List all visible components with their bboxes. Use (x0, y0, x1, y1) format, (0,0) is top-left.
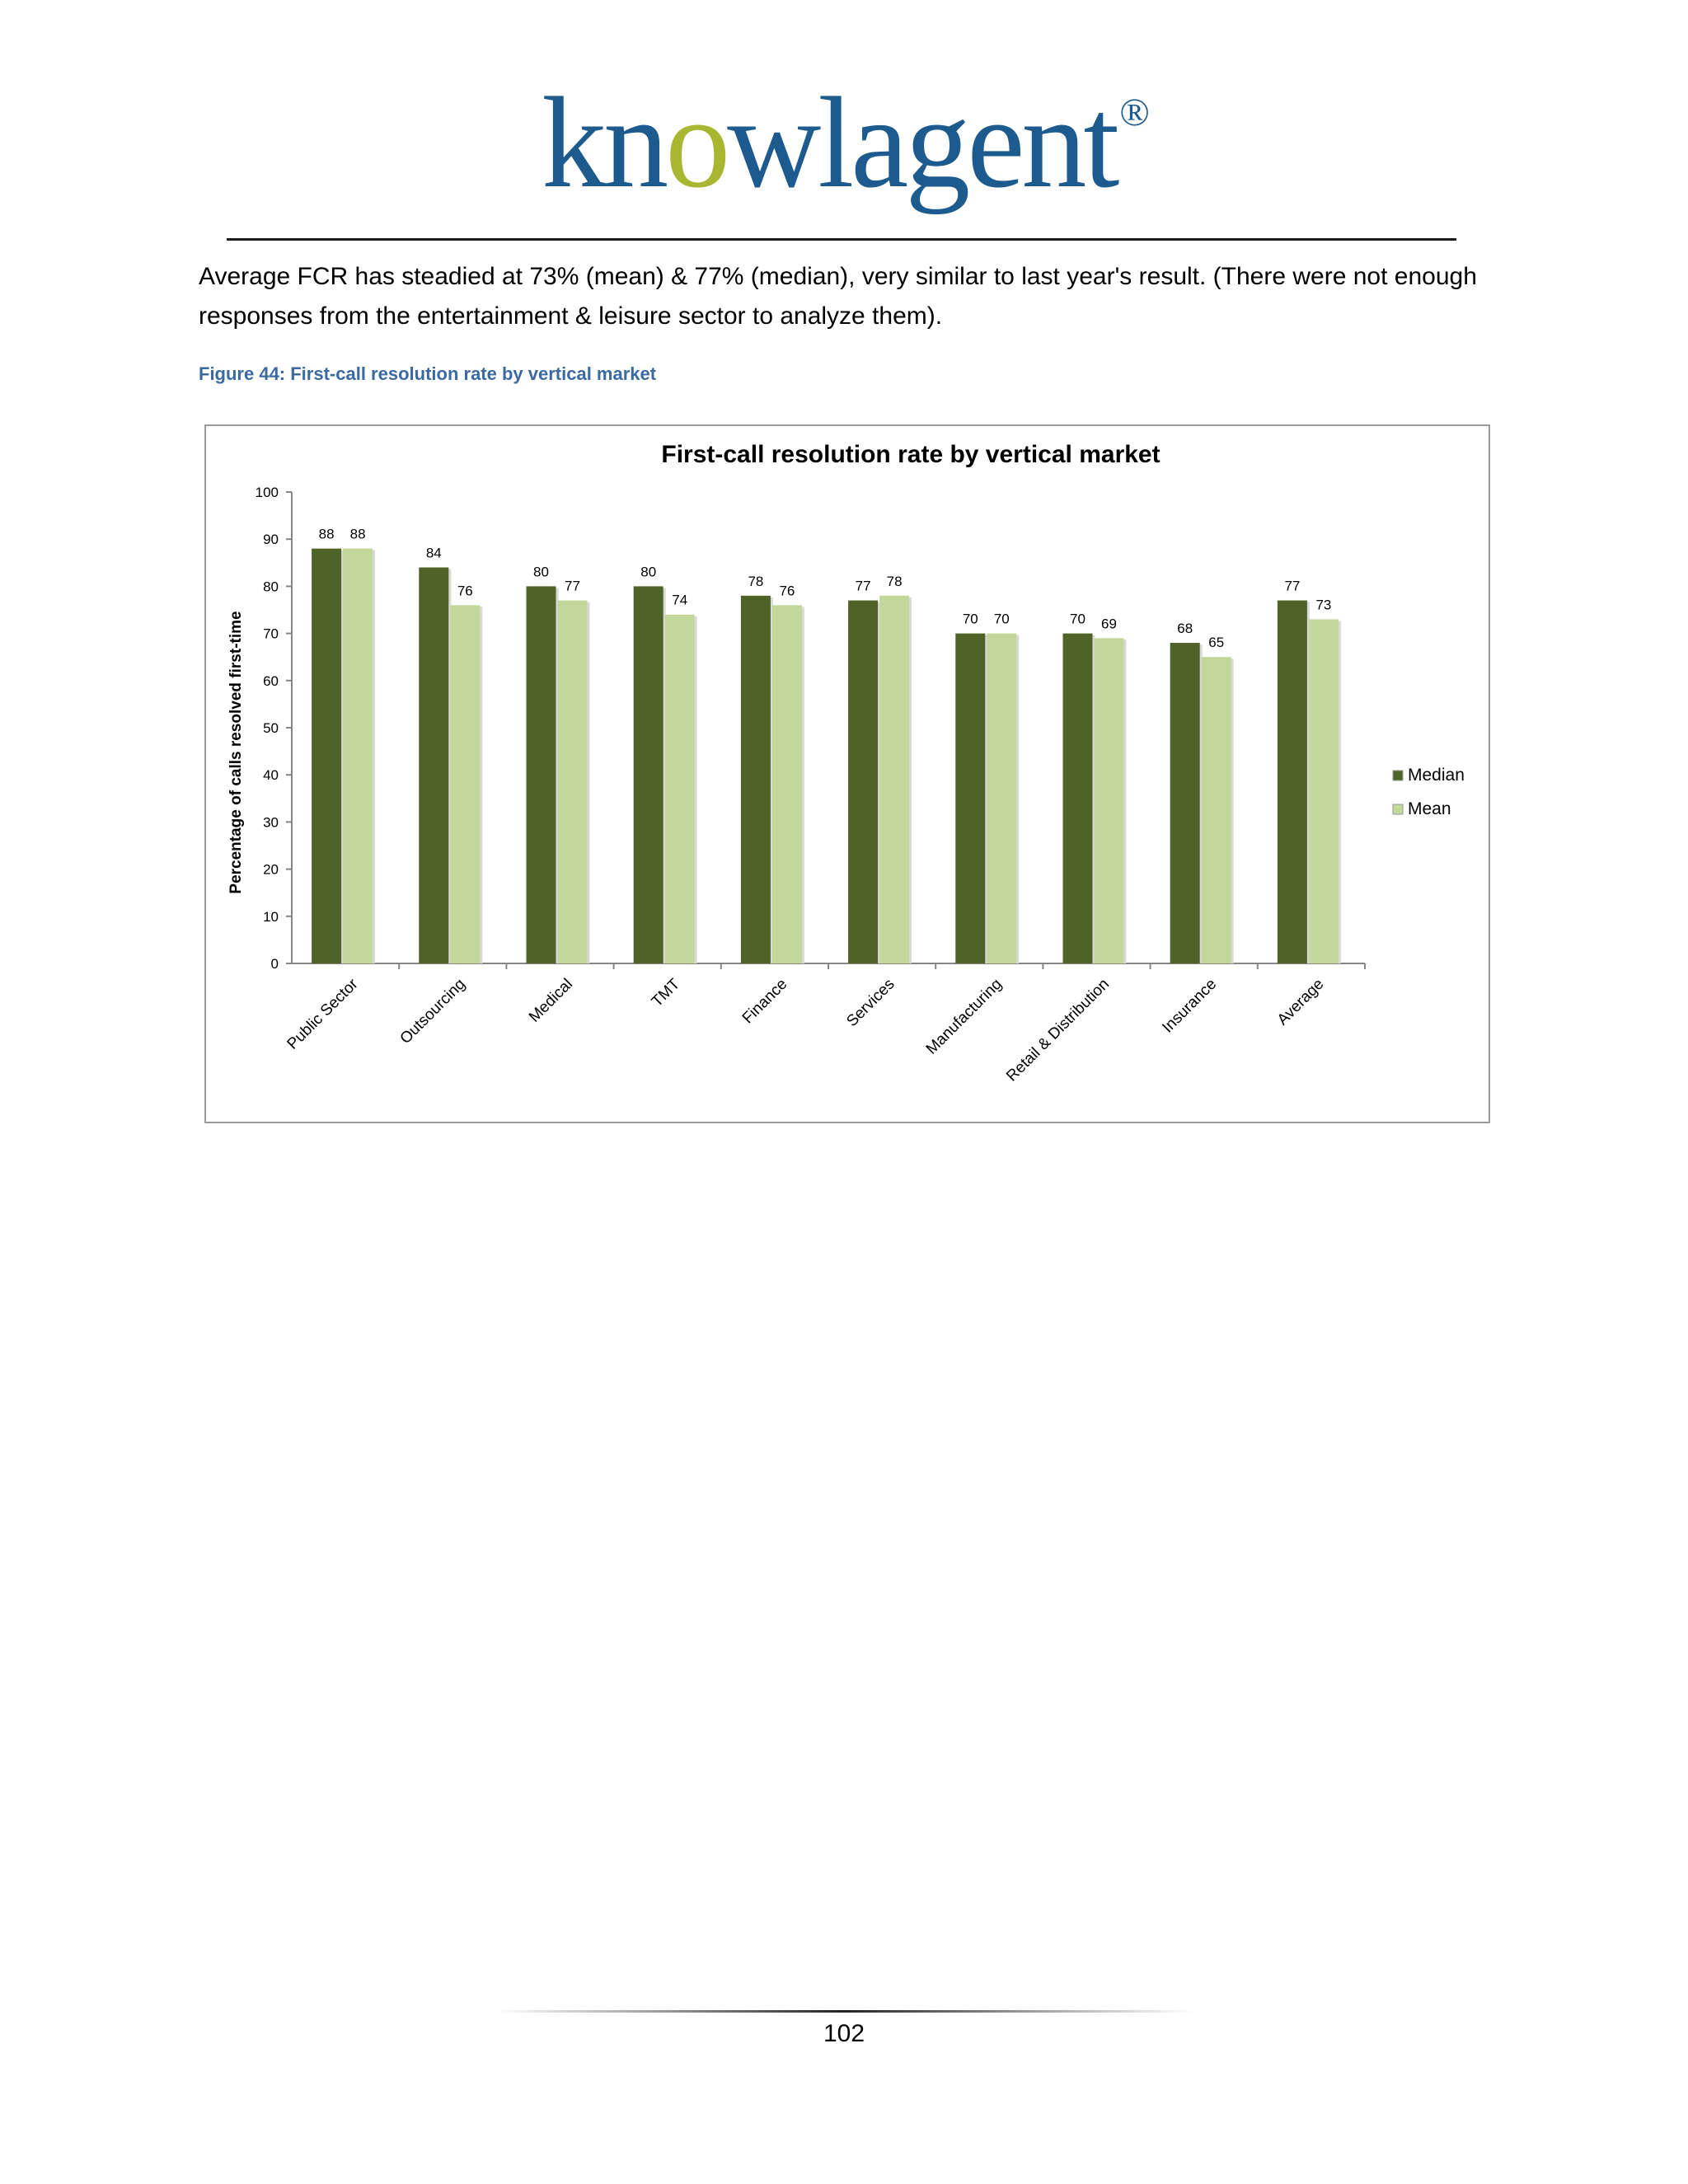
y-tick-label: 30 (263, 814, 279, 831)
data-label-mean: 70 (993, 611, 1010, 627)
bar-median (848, 601, 878, 963)
data-label-median: 88 (318, 526, 335, 542)
data-label-mean: 73 (1315, 597, 1332, 613)
bar-median (1063, 634, 1093, 963)
x-tick-label: Manufacturing (922, 975, 1006, 1058)
body-paragraph: Average FCR has steadied at 73% (mean) & 77% (median), very similar to last year's result. (There were not enough responses from the entertainment & leisure sector to analyze them). (199, 263, 1477, 330)
bar-median (634, 586, 663, 963)
data-label-mean: 78 (886, 573, 903, 589)
data-label-median: 70 (1070, 611, 1085, 627)
legend-label-median: Median (1408, 766, 1465, 785)
x-tick-label: Outsourcing (396, 975, 469, 1047)
logo-text-end: wlagent (727, 71, 1117, 215)
data-label-mean: 76 (457, 583, 473, 599)
bar-mean (987, 634, 1016, 963)
data-label-mean: 76 (779, 583, 795, 599)
bar-median (741, 596, 771, 963)
bar-mean (343, 549, 373, 963)
bar-chart (206, 426, 1489, 1122)
footer-divider (495, 2009, 1193, 2014)
y-tick-label: 20 (263, 861, 279, 878)
y-tick-label: 50 (263, 720, 279, 736)
bar-median (1170, 643, 1200, 963)
x-tick-label: Public Sector (284, 975, 362, 1053)
bar-mean (1095, 638, 1124, 963)
logo-wordmark (542, 71, 1146, 215)
data-label-mean: 65 (1208, 635, 1225, 651)
bar-mean (558, 601, 588, 963)
y-tick-label: 10 (263, 908, 279, 925)
data-label-median: 84 (425, 545, 442, 561)
data-label-median: 68 (1177, 621, 1193, 637)
data-label-median: 78 (748, 573, 764, 589)
page-number: 102 (823, 2020, 865, 2047)
data-label-mean: 74 (672, 592, 688, 608)
data-label-median: 80 (533, 564, 549, 580)
x-tick-label: TMT (648, 975, 684, 1011)
bar-mean (450, 605, 480, 963)
y-tick-label: 80 (263, 579, 279, 595)
data-label-mean: 69 (1101, 616, 1117, 632)
x-tick-label: Average (1273, 975, 1328, 1029)
x-tick-label: Retail & Distribution (1003, 975, 1114, 1085)
bar-mean (1309, 619, 1339, 963)
y-axis-label: Percentage of calls resolved first-time (227, 611, 245, 894)
y-tick-label: 0 (270, 956, 279, 972)
data-label-median: 77 (855, 578, 871, 594)
bar-mean (772, 605, 802, 963)
registered-mark: ® (1119, 91, 1146, 134)
data-label-mean: 77 (565, 578, 580, 594)
data-label-median: 70 (962, 611, 978, 627)
data-label-mean: 88 (349, 526, 366, 542)
bar-median (527, 586, 556, 963)
x-tick-label: Insurance (1159, 975, 1221, 1037)
chart-title: First-call resolution rate by vertical market (661, 441, 1160, 468)
bar-mean (1202, 657, 1231, 963)
bar-mean (879, 596, 909, 963)
y-tick-label: 70 (263, 626, 279, 642)
header-divider (227, 238, 1456, 241)
bar-median (955, 634, 985, 963)
legend-swatch-median (1393, 771, 1403, 780)
data-label-median: 80 (640, 564, 657, 580)
bar-mean (665, 615, 695, 963)
data-label-median: 77 (1284, 578, 1301, 594)
x-tick-label: Finance (738, 975, 791, 1028)
x-tick-label: Services (843, 975, 898, 1031)
figure-caption: Figure 44: First-call resolution rate by vertical market (199, 363, 657, 384)
y-tick-label: 100 (255, 485, 279, 500)
y-tick-label: 60 (263, 673, 279, 689)
y-tick-label: 40 (263, 767, 279, 784)
legend-label-mean: Mean (1408, 799, 1451, 818)
x-tick-label: Medical (525, 975, 577, 1026)
legend-swatch-mean (1393, 804, 1403, 814)
knowlagent-logo (0, 71, 1688, 215)
y-tick-label: 90 (263, 532, 279, 548)
chart-frame (204, 424, 1490, 1123)
bar-median (419, 568, 448, 963)
logo-text-start: kn (542, 71, 666, 215)
bar-median (1278, 601, 1307, 963)
logo-swirl-o: o (665, 71, 728, 215)
bar-median (312, 549, 341, 963)
